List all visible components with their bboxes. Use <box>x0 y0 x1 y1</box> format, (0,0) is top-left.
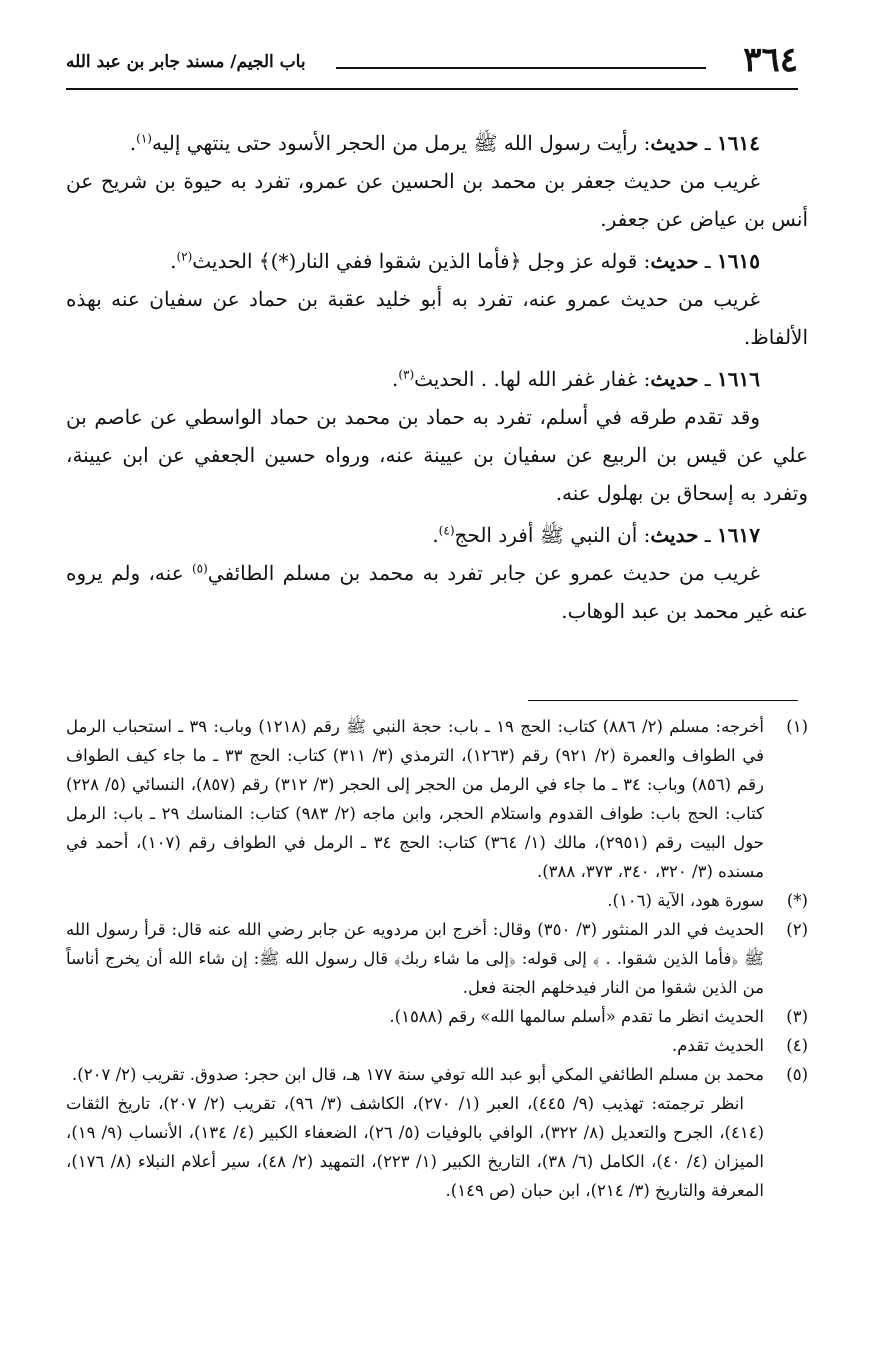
footnote-5-continuation: انظر ترجمته: تهذيب (٩/ ٤٤٥)، العبر (١/ ٢٧٠)، الكاشف (٣/ ٩٦)، تقريب (٢/ ٢٠٧)، تاريخ الثقات (٤١٤)، الجرح والتعديل (٨/ ٣٢٢)، الوافي بالوفيات (٥/ ٢٦)، الضعفاء الكبير (٤/ ١٣٤)، الأنساب (٩/ ١٩)، الميزان (٤/ ٤٠)، الكامل (٦/ ٣٨)، التاريخ الكبير (١/ ٢٢٣)، التمهيد (٢/ ٤٨)، سير أعلام النبلاء (٨/ ١٧٦)، المعرفة والتاريخ (٣/ ٢١٤)، ابن حبان (ص ١٤٩). <box>66 1094 764 1200</box>
hadith-text: أن النبي ﷺ أفرد الحج <box>454 523 638 547</box>
hadith-end: . <box>170 249 177 273</box>
hadith-1617: ١٦١٧ ـ حديث: أن النبي ﷺ أفرد الحج$^{(٤)}$. <box>432 523 760 547</box>
footnote-marker: (*) <box>786 891 808 910</box>
hadith-label: حديث <box>650 523 699 547</box>
header-dash <box>336 67 706 69</box>
footnote-1 <box>66 712 808 886</box>
footnote-marker: (٣) <box>786 1007 808 1026</box>
footnote-text: سورة هود، الآية (١٠٦). <box>607 891 764 910</box>
hadith-number: ١٦١٥ <box>717 249 760 273</box>
commentary-text: غريب من حديث عمرو عن جابر تفرد به محمد بن مسلم الطائفي <box>207 561 760 585</box>
footnote-5 <box>66 1060 808 1089</box>
hadith-number: ١٦١٧ <box>717 523 760 547</box>
footnote-star <box>66 886 808 915</box>
commentary-1617 <box>66 554 808 630</box>
footnote-marker: (١) <box>786 717 808 736</box>
footnote-ref: (١) <box>136 131 152 146</box>
footnote-ref: (٣) <box>398 367 415 382</box>
footnote-text: الحديث انظر ما تقدم «أسلم سالمها الله» رقم (١٥٨٨). <box>389 1007 764 1026</box>
hadith-end: . <box>129 131 137 155</box>
footnote-ref: (٢) <box>176 249 193 264</box>
footnote-ref: (٤) <box>438 523 455 538</box>
page-number: ٣٦٤ <box>743 40 798 80</box>
footnotes <box>66 712 808 1205</box>
footnote-ref: (٥) <box>191 561 208 576</box>
hadith-1615: ١٦١٥ ـ حديث: قوله عز وجل ﴿فأما الذين شقوا ففي النار(*)﴾ الحديث$^{(٢)}$. <box>170 249 760 273</box>
footnote-separator <box>528 700 798 701</box>
hadith-1616: ١٦١٦ ـ حديث: غفار غفر الله لها. . الحديث$^{(٣)}$. <box>391 367 760 391</box>
hadith-text: قوله عز وجل ﴿فأما الذين شقوا ففي النار(*)﴾ الحديث <box>192 249 638 273</box>
footnote-4 <box>66 1031 808 1060</box>
hadith-label: حديث <box>650 131 699 155</box>
footnote-text: أخرجه: مسلم (٢/ ٨٨٦) كتاب: الحج ١٩ ـ باب: حجة النبي ﷺ رقم (١٢١٨) وباب: ٣٩ ـ استحباب الرمل في الطواف والعمرة (٢/ ٩٢١) رقم (١٢٦٣)، الترمذي (٣/ ٣١١) كتاب: الحج ٣٣ ـ ما جاء كيف الطواف رقم (٨٥٦) وباب: ٣٤ ـ ما جاء في الرمل من الحجر إلى الحجر (٣/ ٣١٢) رقم (٨٥٧)، النسائي (٥/ ٢٢٨) كتاب: الحج باب: طواف القدوم واستلام الحجر، وابن ماجه (٢/ ٩٨٣) كتاب: المناسك ٢٩ ـ باب: الرمل حول البيت رقم (٢٩٥١)، مالك (١/ ٣٦٤) كتاب: الحج ٣٤ ـ الرمل في الطواف رقم (١٠٧)، أحمد في مسنده (٣/ ٣٢٠، ٣٤٠، ٣٧٣، ٣٨٨). <box>66 717 765 881</box>
commentary-1614: غريب من حديث جعفر بن محمد بن الحسين عن عمرو، تفرد به حيوة بن شريح عن أنس بن عياض عن جعفر. <box>66 169 808 231</box>
footnote-text: محمد بن مسلم الطائفي المكي أبو عبد الله توفي سنة ١٧٧ هـ، قال ابن حجر: صدوق. تقريب (٢/ ٢٠٧). <box>72 1065 764 1084</box>
hadith-number: ١٦١٦ <box>717 367 760 391</box>
footnote-3 <box>66 1002 808 1031</box>
hadith-text: غفار غفر الله لها. . الحديث <box>414 367 638 391</box>
footnote-marker: (٤) <box>786 1036 808 1055</box>
footnote-text: الحديث تقدم. <box>671 1036 764 1055</box>
commentary-1616: وقد تقدم طرقه في أسلم، تفرد به حماد بن محمد بن حماد الواسطي عن عاصم بن علي عن قيس بن الربيع عن سفيان بن عيينة عنه، ورواه حسين الجعفي عن ابن عيينة، وتفرد به إسحاق بن بهلول عنه. <box>66 405 808 505</box>
main-text <box>66 120 808 630</box>
hadith-1614: ١٦١٤ ـ حديث: رأيت رسول الله ﷺ يرمل من الحجر الأسود حتى ينتهي إليه$^{(١)}$. <box>129 131 760 155</box>
hadith-number: ١٦١٤ <box>717 131 760 155</box>
footnote-marker: (٥) <box>786 1065 808 1084</box>
commentary-1615: غريب من حديث عمرو عنه، تفرد به أبو خليد عقبة بن حماد عن سفيان عنه بهذه الألفاظ. <box>66 287 808 349</box>
running-title: باب الجيم/ مسند جابر بن عبد الله <box>66 52 306 72</box>
header-rule <box>66 88 798 90</box>
hadith-label: حديث <box>650 249 699 273</box>
footnote-marker: (٢) <box>786 920 808 939</box>
hadith-end: . <box>391 367 399 391</box>
footnote-text: الحديث في الدر المنثور (٣/ ٣٥٠) وقال: أخرج ابن مردويه عن جابر رضي الله عنه قال: قرأ رسول الله ﷺ ﴿فأما الذين شقوا. . ﴾ إلى قوله: ﴿إلى ما شاء ربك﴾ قال رسول الله ﷺ: إن شاء الله أن يخرج أناساً من الذين شقوا من النار فيدخلهم الجنة فعل. <box>66 920 764 997</box>
hadith-label: حديث <box>650 367 699 391</box>
page-header <box>66 38 798 90</box>
commentary-text: عنه، ولم يروه عنه غير محمد بن عبد الوهاب. <box>66 561 808 623</box>
hadith-text: رأيت رسول الله ﷺ يرمل من الحجر الأسود حتى ينتهي إليه <box>151 131 638 155</box>
hadith-end: . <box>432 523 439 547</box>
footnote-2 <box>66 915 808 1002</box>
